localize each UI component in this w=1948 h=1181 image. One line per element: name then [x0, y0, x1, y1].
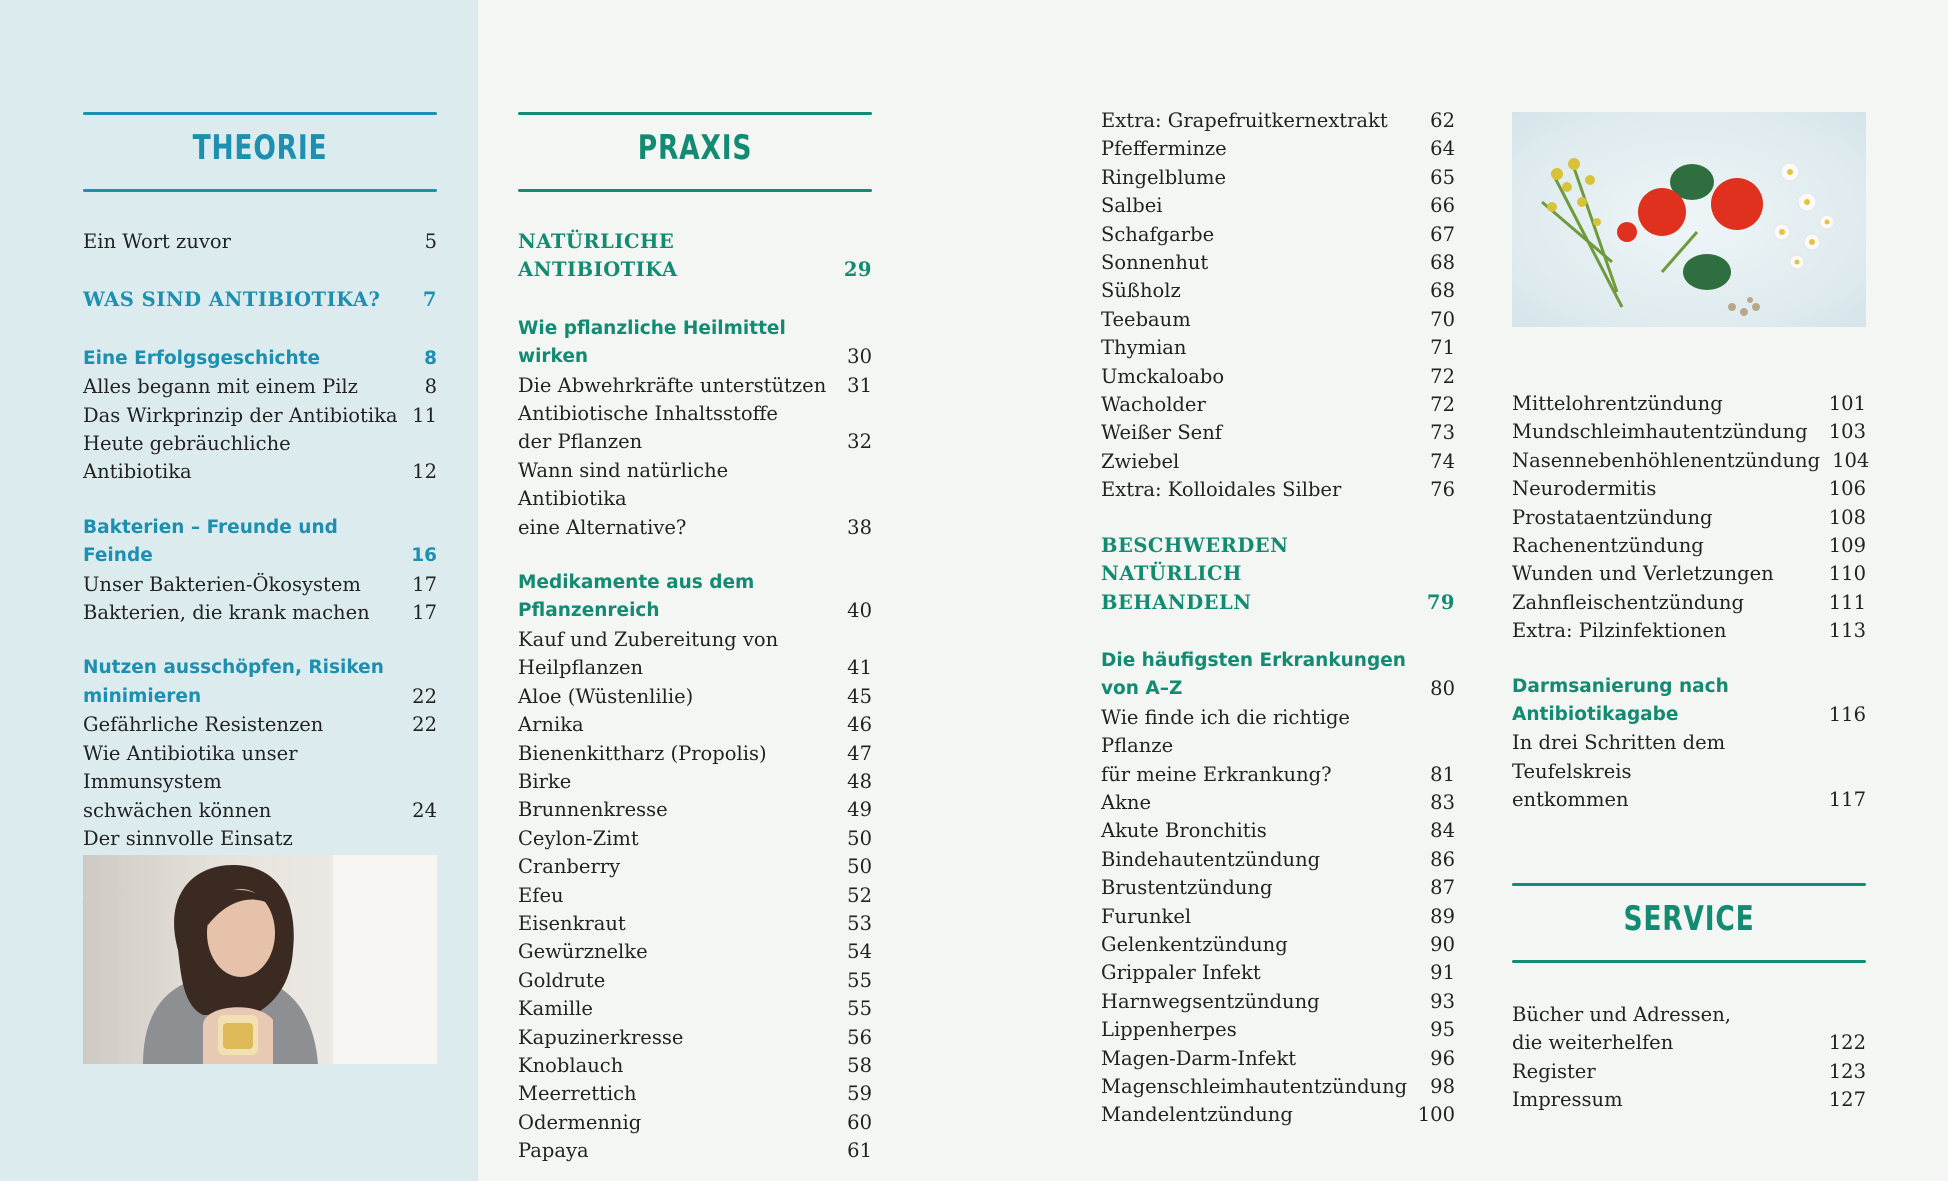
section-banner-service: [1512, 883, 1866, 963]
toc-entry[interactable]: Magen-Darm-Infekt 96: [1101, 1046, 1455, 1070]
banner-rule: [518, 189, 872, 192]
toc-entry[interactable]: Teebaum 70: [1101, 307, 1455, 331]
toc-entry[interactable]: Wunden und Verletzungen 110: [1512, 562, 1866, 586]
toc-entry[interactable]: Wie finde ich die richtige Pflanze für meine Erkrankung? 81: [1101, 705, 1455, 786]
toc-chapter[interactable]: BESCHWERDEN NATÜRLICH BEHANDELN 79: [1101, 533, 1455, 614]
toc-entry[interactable]: Eisenkraut 53: [518, 911, 872, 935]
toc-section[interactable]: Die häufigsten Erkrankungen von A–Z 80: [1101, 649, 1455, 701]
toc-entry[interactable]: Wie Antibiotika unser Immunsystem schwächen können 24: [83, 741, 437, 822]
toc-entry[interactable]: Extra: Pilzinfektionen 113: [1512, 619, 1866, 643]
toc-entry[interactable]: Akne 83: [1101, 790, 1455, 814]
toc-entry[interactable]: Zwiebel 74: [1101, 449, 1455, 473]
toc-entry[interactable]: Gefährliche Resistenzen 22: [83, 713, 437, 737]
toc-entry[interactable]: Weißer Senf 73: [1101, 421, 1455, 445]
toc-column-four: [1512, 390, 1870, 1114]
toc-entry[interactable]: Knoblauch 58: [518, 1053, 872, 1077]
toc-entry[interactable]: Grippaler Infekt 91: [1101, 961, 1455, 985]
toc-entry[interactable]: Bienenkittharz (Propolis) 47: [518, 741, 872, 765]
toc-entry[interactable]: Wacholder 72: [1101, 393, 1455, 417]
toc-entry[interactable]: Neurodermitis 106: [1512, 477, 1866, 501]
toc-section[interactable]: Wie pflanzliche Heilmittel wirken 30: [518, 317, 872, 369]
plant-list: [1101, 107, 1455, 505]
disease-list: [1101, 789, 1455, 1130]
banner-rule: [1512, 883, 1866, 886]
toc-entry[interactable]: Sonnenhut 68: [1101, 251, 1455, 275]
toc-entry[interactable]: Der sinnvolle Einsatz: [83, 826, 293, 850]
banner-rule: [518, 112, 872, 115]
toc-entry[interactable]: Wann sind natürliche Antibiotika eine Alternative? 38: [518, 458, 872, 539]
toc-entry[interactable]: Odermennig 60: [518, 1110, 872, 1134]
toc-entry[interactable]: Heute gebräuchliche Antibiotika 12: [83, 432, 437, 484]
section-title: PRAXIS: [637, 128, 753, 168]
toc-entry[interactable]: Gelenkentzündung 90: [1101, 932, 1455, 956]
section-banner-praxis: [518, 112, 872, 192]
toc-entry[interactable]: Pfefferminze 64: [1101, 137, 1455, 161]
toc-entry[interactable]: Die Abwehrkräfte unterstützen 31: [518, 373, 872, 397]
toc-entry[interactable]: Alles begann mit einem Pilz 8: [83, 375, 437, 399]
toc-entry[interactable]: Rachenentzündung 109: [1512, 534, 1866, 558]
toc-entry[interactable]: Aloe (Wüstenlilie) 45: [518, 684, 872, 708]
toc-entry[interactable]: Birke 48: [518, 769, 872, 793]
toc-entry[interactable]: Register 123: [1512, 1059, 1866, 1083]
toc-entry[interactable]: Furunkel 89: [1101, 904, 1455, 928]
toc-column-praxis: [518, 0, 872, 1166]
toc-entry[interactable]: Schafgarbe 67: [1101, 222, 1455, 246]
toc-entry[interactable]: Ringelblume 65: [1101, 165, 1455, 189]
toc-entry[interactable]: Lippenherpes 95: [1101, 1018, 1455, 1042]
toc-section[interactable]: Darmsanierung nach Antibiotikagabe 116: [1512, 675, 1866, 727]
toc-entry[interactable]: Harnwegsentzündung 93: [1101, 989, 1455, 1013]
toc-entry[interactable]: Salbei 66: [1101, 194, 1455, 218]
toc-chapter[interactable]: NATÜRLICHE ANTIBIOTIKA 29: [518, 230, 872, 282]
toc-entry[interactable]: Mittelohrentzündung 101: [1512, 392, 1866, 415]
toc-entry[interactable]: Prostataentzündung 108: [1512, 505, 1866, 529]
toc-column-three: [1101, 107, 1455, 1130]
section-title: SERVICE: [1623, 898, 1755, 939]
toc-entry[interactable]: Antibiotische Inhaltsstoffe der Pflanzen 32: [518, 402, 872, 454]
toc-entry[interactable]: Extra: Kolloidales Silber 76: [1101, 478, 1455, 502]
toc-entry[interactable]: Umckaloabo 72: [1101, 364, 1455, 388]
toc-entry[interactable]: Magenschleimhautentzündung 98: [1101, 1075, 1455, 1098]
toc-chapter[interactable]: WAS SIND ANTIBIOTIKA? 7: [83, 288, 437, 312]
woman-with-tea-photo: [83, 855, 437, 1064]
toc-entry[interactable]: Brustentzündung 87: [1101, 876, 1455, 900]
toc-entry[interactable]: Bakterien, die krank machen 17: [83, 601, 437, 625]
toc-entry[interactable]: Gewürznelke 54: [518, 940, 872, 964]
section-title: THEORIE: [192, 128, 328, 168]
toc-entry[interactable]: Süßholz 68: [1101, 279, 1455, 303]
toc-entry[interactable]: Mandelentzündung 100: [1101, 1103, 1455, 1127]
toc-entry[interactable]: Akute Bronchitis 84: [1101, 819, 1455, 843]
herbs-and-flowers-photo: [1512, 112, 1866, 327]
toc-entry[interactable]: Meerrettich 59: [518, 1082, 872, 1106]
toc-entry[interactable]: Bücher und Adressen, die weiterhelfen 122: [1512, 1002, 1866, 1055]
toc-entry[interactable]: Das Wirkprinzip der Antibiotika 11: [83, 403, 437, 427]
toc-entry[interactable]: Goldrute 55: [518, 968, 872, 992]
toc-entry[interactable]: Nasennebenhöhlenentzündung 104: [1512, 448, 1870, 472]
toc-section[interactable]: Eine Erfolgsgeschichte 8: [83, 347, 437, 369]
toc-entry[interactable]: Brunnenkresse 49: [518, 798, 872, 822]
toc-entry[interactable]: Cranberry 50: [518, 855, 872, 879]
toc-entry[interactable]: Kauf und Zubereitung von Heilpflanzen 41: [518, 627, 872, 680]
toc-entry[interactable]: Papaya 61: [518, 1139, 872, 1163]
toc-entry[interactable]: Kamille 55: [518, 997, 872, 1021]
plant-list: [518, 683, 872, 1166]
toc-entry[interactable]: Ceylon-Zimt 50: [518, 826, 872, 850]
toc-entry[interactable]: Arnika 46: [518, 713, 872, 737]
toc-section[interactable]: Bakterien – Freunde und Feinde 16: [83, 516, 437, 567]
toc-entry[interactable]: Unser Bakterien-Ökosystem 17: [83, 572, 437, 596]
toc-entry[interactable]: Ein Wort zuvor 5: [83, 230, 437, 253]
toc-entry[interactable]: Bindehautentzündung 86: [1101, 847, 1455, 871]
toc-entry[interactable]: Extra: Grapefruitkernextrakt 62: [1101, 109, 1455, 132]
banner-rule: [1512, 960, 1866, 963]
section-banner-theorie: [83, 112, 437, 192]
toc-entry[interactable]: Thymian 71: [1101, 336, 1455, 360]
toc-entry[interactable]: Zahnfleischentzündung 111: [1512, 590, 1866, 614]
toc-section[interactable]: Nutzen ausschöpfen, Risiken minimieren 22: [83, 657, 437, 708]
toc-entry[interactable]: Mundschleimhautentzündung 103: [1512, 420, 1866, 444]
banner-rule: [83, 189, 437, 192]
toc-entry[interactable]: Efeu 52: [518, 883, 872, 907]
toc-entry[interactable]: In drei Schritten dem Teufelskreis entkommen 117: [1512, 731, 1866, 812]
disease-list: [1512, 390, 1870, 646]
toc-column-theorie: [83, 0, 437, 910]
banner-rule: [83, 112, 437, 115]
toc-entry[interactable]: Impressum 127: [1512, 1087, 1866, 1111]
toc-section[interactable]: Medikamente aus dem Pflanzenreich 40: [518, 572, 872, 623]
toc-entry[interactable]: Kapuzinerkresse 56: [518, 1025, 872, 1049]
